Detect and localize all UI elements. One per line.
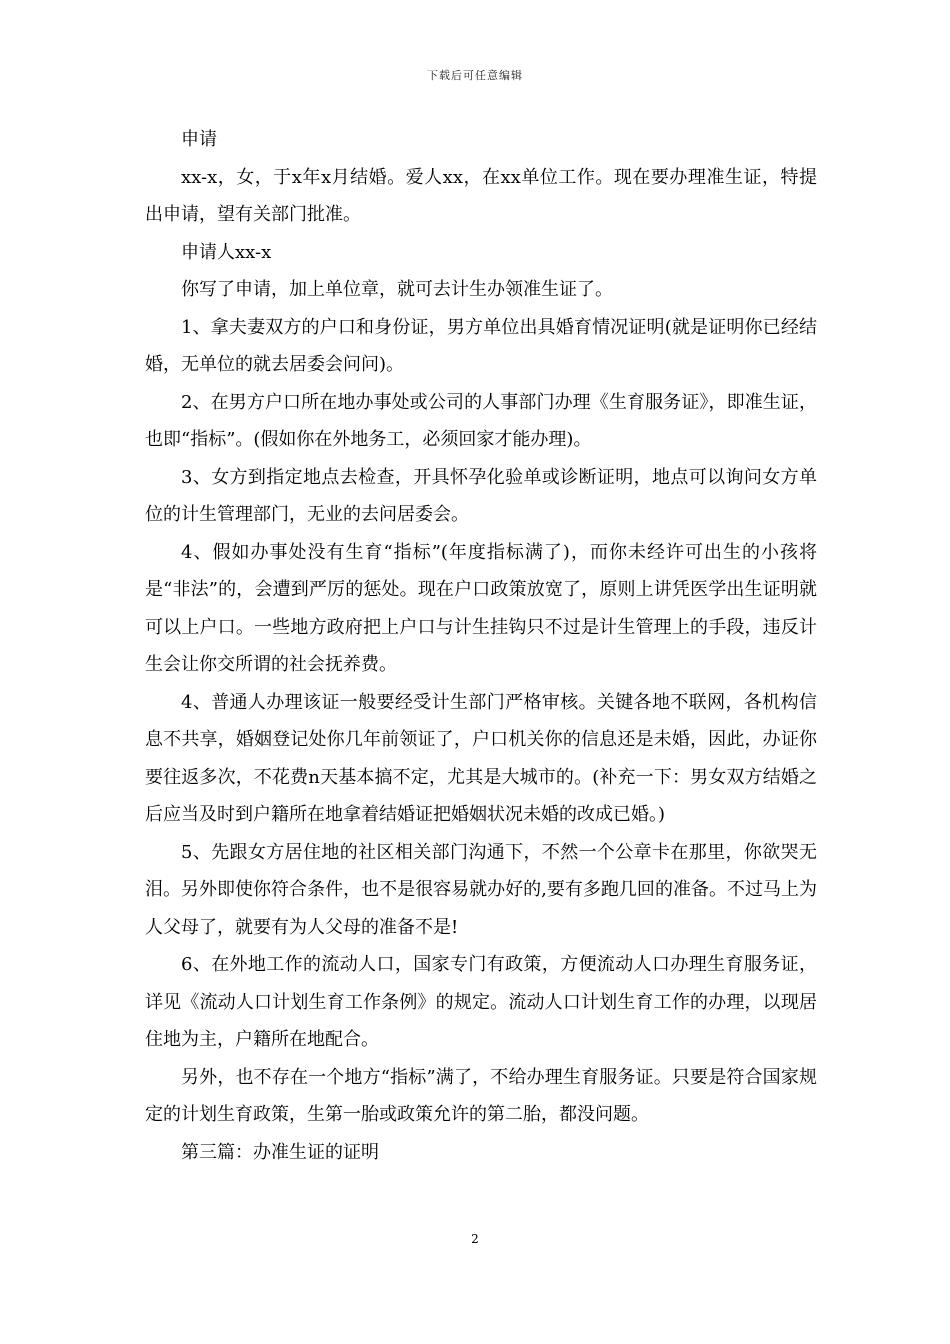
paragraph-step-4b: 4、普通人办理该证一般要经受计生部门严格审核。关键各地不联网，各机构信息不共享，婚姻登记处你几年前领证了，户口机关你的信息还是未婚，因此，办证你要往返多次，不花费n天基本搞不定，尤其是大城市的。(补充一下：男女双方结婚之后应当及时到户籍所在地拿着结婚证把婚姻状况未婚的改成已婚。) bbox=[145, 691, 817, 825]
page-header: 下载后可任意编辑 bbox=[427, 69, 523, 82]
paragraph-application: xx-x，女，于x年x月结婚。爱人xx，在xx单位工作。现在要办理准生证，特提出申请，望有关部门批准。 bbox=[145, 166, 817, 225]
paragraph-title: 申请 bbox=[181, 129, 217, 150]
paragraph-intro: 你写了申请，加上单位章，就可去计生办领准生证了。 bbox=[181, 279, 613, 300]
paragraph-step-3: 3、女方到指定地点去检查，开具怀孕化验单或诊断证明，地点可以询问女方单位的计生管理部门，无业的去问居委会。 bbox=[145, 466, 817, 525]
page-number: 2 bbox=[471, 1232, 479, 1246]
paragraph-signature: 申请人xx-x bbox=[181, 241, 272, 263]
paragraph-step-1: 1、拿夫妻双方的户口和身份证，男方单位出具婚育情况证明(就是证明你已经结婚，无单位的就去居委会问问)。 bbox=[145, 316, 817, 375]
paragraph-step-4a: 4、假如办事处没有生育“指标”(年度指标满了)，而你未经许可出生的小孩将是“非法”的，会遭到严厉的惩处。现在户口政策放宽了，原则上讲凭医学出生证明就可以上户口。一些地方政府把上户口与计生挂钩只不过是计生管理上的手段，违反计生会让你交所谓的社会抚养费。 bbox=[145, 541, 817, 675]
paragraph-step-5: 5、先跟女方居住地的社区相关部门沟通下，不然一个公章卡在那里，你欲哭无泪。另外即使你符合条件，也不是很容易就办好的,要有多跑几回的准备。不过马上为人父母了，就要有为人父母的准备不是! bbox=[145, 841, 817, 938]
paragraph-step-6: 6、在外地工作的流动人口，国家专门有政策，方便流动人口办理生育服务证，详见《流动人口计划生育工作条例》的规定。流动人口计划生育工作的办理，以现居住地为主，户籍所在地配合。 bbox=[145, 954, 817, 1050]
paragraph-step-2: 2、在男方户口所在地办事处或公司的人事部门办理《生育服务证》，即准生证，也即“指标”。(假如你在外地务工，必须回家才能办理)。 bbox=[145, 391, 817, 450]
document-body bbox=[145, 121, 817, 1171]
paragraph-note: 另外，也不存在一个地方“指标”满了，不给办理生育服务证。只要是符合国家规定的计划生育政策，生第一胎或政策允许的第二胎，都没问题。 bbox=[145, 1066, 817, 1125]
section-heading: 第三篇：办准生证的证明 bbox=[181, 1141, 379, 1163]
